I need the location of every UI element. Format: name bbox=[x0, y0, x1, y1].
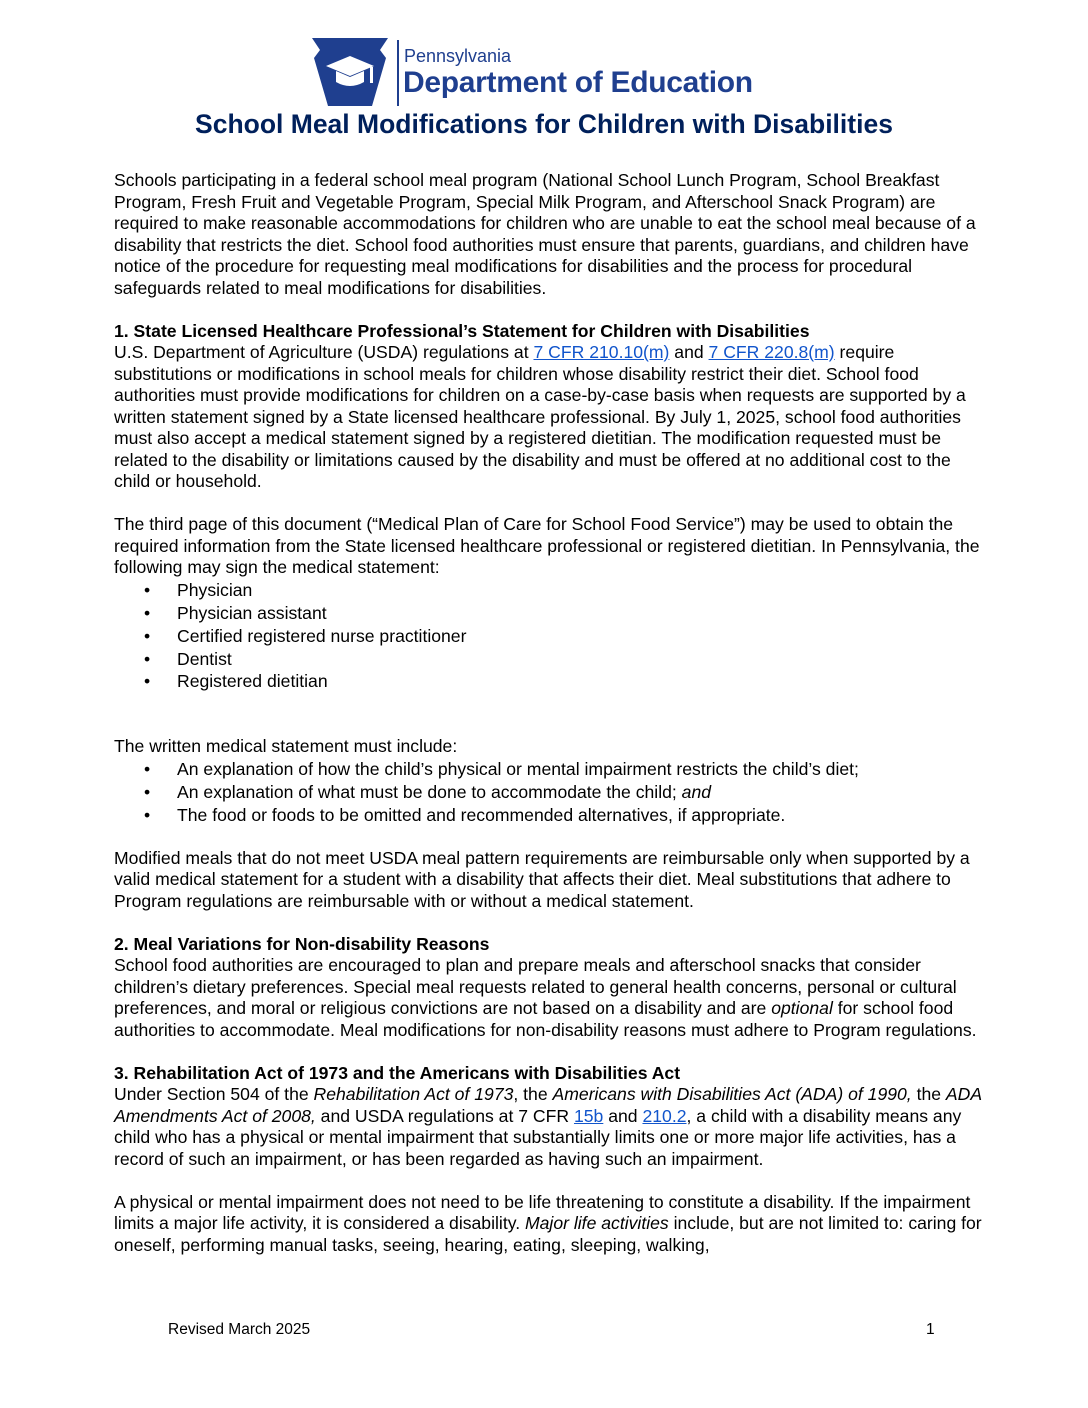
list-item: • An explanation of how the child’s physical or mental impairment restricts the child’s diet; bbox=[114, 759, 984, 781]
section-1-heading: 1. State Licensed Healthcare Professional’s Statement for Children with Disabilities bbox=[114, 320, 810, 341]
statement-requirements-list bbox=[114, 759, 984, 826]
list-item: • Certified registered nurse practitioner bbox=[114, 626, 984, 648]
list-item: • Physician assistant bbox=[114, 603, 984, 625]
pde-logo bbox=[308, 36, 753, 110]
section-2-paragraph: School food authorities are encouraged to plan and prepare meals and afterschool snacks that consider children’s dietary preferences. Special meal requests related to general health concerns, personal or cultural preferences, and moral or religious convictions are not based on a disability and are optional for school food authorities to accommodate. Meal modifications for non-disability reasons must adhere to Program regulations. bbox=[114, 955, 977, 1040]
list-item: • The food or foods to be omitted and recommended alternatives, if appropriate. bbox=[114, 805, 984, 827]
section-1-paragraph-3: The written medical statement must include: bbox=[114, 735, 458, 756]
revision-date: Revised March 2025 bbox=[168, 1321, 311, 1338]
page-number: 1 bbox=[926, 1321, 935, 1338]
keystone-mortarboard-icon bbox=[308, 36, 392, 110]
section-1-paragraph-4: Modified meals that do not meet USDA meal pattern requirements are reimbursable only when supported by a valid medical statement for a student with a disability that affects their diet. Meal substitutions that adhere to Program regulations are reimbursable with or without a medical statement. bbox=[114, 847, 970, 911]
section-3-heading: 3. Rehabilitation Act of 1973 and the Americans with Disabilities Act bbox=[114, 1062, 681, 1083]
document-body bbox=[114, 170, 984, 1256]
link-7cfr-210-2[interactable]: 210.2 bbox=[642, 1105, 687, 1126]
logo-department-name: Department of Education bbox=[403, 66, 753, 99]
logo-divider bbox=[397, 40, 399, 106]
list-item: • Registered dietitian bbox=[114, 671, 984, 693]
link-7cfr-220-8m[interactable]: 7 CFR 220.8(m) bbox=[708, 342, 835, 362]
list-item: • Dentist bbox=[114, 649, 984, 671]
section-1-paragraph-1: U.S. Department of Agriculture (USDA) regulations at 7 CFR 210.10(m) and 7 CFR 220.8(m) require substitutions or modifications in school meals for children whose disability restrict their diet. School food authorities must provide modifications for children on a case-by-case basis when requests are supported by a written statement signed by a State licensed healthcare professional. By July 1, 2025, school food authorities must also accept a medical statement signed by a registered dietitian. The modification requested must be related to the disability or limitations caused by the disability and must be offered at no additional cost to the child or household. bbox=[114, 342, 966, 491]
list-item: • An explanation of what must be done to accommodate the child; and bbox=[114, 782, 984, 804]
signers-list bbox=[114, 580, 984, 693]
list-item: • Physician bbox=[114, 580, 984, 602]
section-1-paragraph-2: The third page of this document (“Medical Plan of Care for School Food Service”) may be used to obtain the required information from the State licensed healthcare professional or registered dietitian. In Pennsylvania, the following may sign the medical statement: bbox=[114, 514, 980, 577]
logo-state-name: Pennsylvania bbox=[404, 46, 512, 66]
section-2-heading: 2. Meal Variations for Non-disability Reasons bbox=[114, 933, 490, 954]
link-7cfr-15b[interactable]: 15b bbox=[573, 1105, 604, 1126]
section-3-paragraph-1: Under Section 504 of the Rehabilitation Act of 1973, the Americans with Disabilities Act (ADA) of 1990, the ADA Amendments Act of 2008, and USDA regulations at 7 CFR 15b and 210.2, a child with a disability means any child who has a physical or mental impairment that substantially limits one or more major life activities, has a record of such an impairment, or has been regarded as having such an impairment. bbox=[114, 1084, 982, 1169]
link-7cfr-210-10m[interactable]: 7 CFR 210.10(m) bbox=[533, 342, 670, 362]
section-3-paragraph-2: A physical or mental impairment does not need to be life threatening to constitute a disability. If the impairment limits a major life activity, it is considered a disability. Major life activities include, but are not limited to: caring for oneself, performing manual tasks, seeing, hearing, eating, sleeping, walking, bbox=[114, 1191, 982, 1255]
page-title: School Meal Modifications for Children with Disabilities bbox=[195, 109, 893, 139]
intro-paragraph: Schools participating in a federal school meal program (National School Lunch Program, School Breakfast Program, Fresh Fruit and Vegetable Program, Special Milk Program, and Afterschool Snack Program) are required to make reasonable accommodations for children who are unable to eat the school meal because of a disability that restricts the diet. School food authorities must ensure that parents, guardians, and children have notice of the procedure for requesting meal modifications for disabilities and the process for procedural safeguards related to meal modifications for disabilities. bbox=[114, 170, 976, 298]
